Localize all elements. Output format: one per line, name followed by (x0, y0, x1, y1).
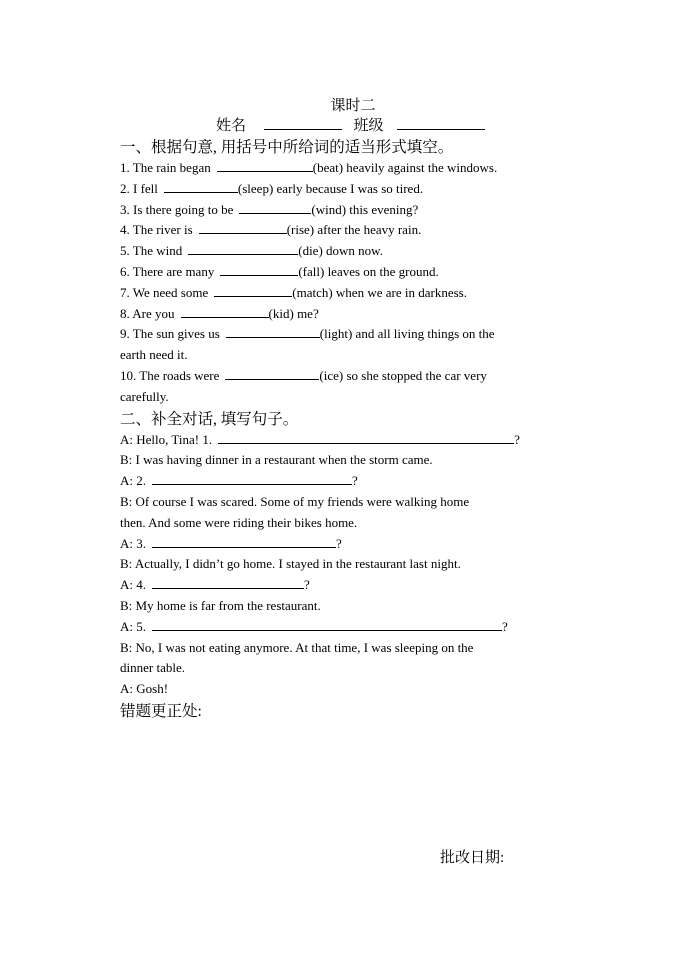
q7-hint: (match) (292, 284, 333, 300)
dialog-line-7-text: A: 4. (120, 577, 146, 593)
q2-blank[interactable] (164, 179, 238, 193)
q8-pre: 8. Are you (120, 305, 175, 321)
q9 (120, 324, 566, 345)
dialog-line-4: B: Of course I was scared. Some of my friends were walking home (120, 493, 470, 509)
q7 (120, 283, 566, 304)
q4 (120, 220, 566, 241)
q5-hint: (die) (298, 243, 323, 259)
q5-pre: 5. The wind (120, 243, 183, 259)
q10 (120, 366, 566, 387)
q1-hint: (beat) (312, 160, 344, 175)
dialog-line-3 (120, 471, 566, 492)
answer-4-blank[interactable] (152, 575, 304, 589)
q9-post: and all living things on the (355, 326, 495, 342)
dialog-line-2: B: I was having dinner in a restaurant when the storm came. (120, 452, 433, 468)
dialog-line-11: A: Gosh! (120, 681, 169, 697)
q10-post: so she stopped the car very (346, 367, 487, 383)
dialog-line-3-end: ? (352, 473, 358, 489)
q3 (120, 200, 566, 221)
q1 (120, 158, 566, 179)
q10-continued: carefully. (120, 388, 169, 404)
answer-5-blank[interactable] (152, 617, 502, 631)
q10-blank[interactable] (225, 366, 319, 380)
q8-post: me? (297, 305, 319, 321)
dialog-line-9-end: ? (502, 618, 508, 634)
q7-blank[interactable] (214, 283, 292, 297)
dialog-line-9-text: A: 5. (120, 618, 146, 634)
q5 (120, 241, 566, 262)
q2 (120, 179, 566, 200)
dialog-line-1-end: ? (514, 431, 520, 447)
dialog-line-7 (120, 575, 566, 596)
worksheet (120, 96, 566, 722)
dialog-line-7-end: ? (304, 577, 310, 593)
q4-hint: (rise) (286, 222, 315, 238)
dialog-line-10: B: No, I was not eating anymore. At that time, I was sleeping on the (120, 639, 474, 655)
q3-blank[interactable] (239, 200, 311, 214)
q6-pre: 6. There are many (120, 263, 215, 279)
dialog-line-5-end: ? (336, 535, 342, 551)
dialog-line-4-continued: then. And some were riding their bikes home. (120, 514, 358, 530)
q3-post: this evening? (349, 201, 419, 217)
q9-blank[interactable] (226, 324, 320, 338)
answer-3-blank[interactable] (152, 534, 336, 548)
q4-blank[interactable] (199, 220, 287, 234)
q8 (120, 304, 566, 325)
answer-2-blank[interactable] (152, 471, 352, 485)
name-label: 姓名 (216, 118, 247, 134)
q10-pre: 10. The roads were (120, 367, 220, 383)
name-blank[interactable] (264, 116, 342, 130)
q6 (120, 262, 566, 283)
q8-hint: (kid) (268, 305, 294, 321)
q7-post: when we are in darkness. (335, 284, 467, 300)
q3-pre: 3. Is there going to be (120, 201, 234, 217)
q10-hint: (ice) (319, 367, 344, 383)
dialog-line-1-text: A: Hello, Tina! 1. (120, 431, 213, 447)
answer-1-blank[interactable] (218, 430, 514, 444)
section1-heading: 一、根据句意, 用括号中所给词的适当形式填空。 (120, 139, 454, 156)
q8-blank[interactable] (181, 304, 269, 318)
dialog-line-9 (120, 617, 566, 638)
q1-blank[interactable] (217, 158, 313, 172)
name-class-line (120, 116, 566, 136)
page-title: 课时二 (330, 98, 376, 114)
q1-pre: 1. The rain began (120, 160, 211, 175)
q5-blank[interactable] (188, 241, 298, 255)
q9-pre: 9. The sun gives us (120, 326, 220, 342)
correction-label: 错题更正处: (120, 702, 202, 720)
q7-pre: 7. We need some (120, 284, 209, 300)
dialog-line-10-continued: dinner table. (120, 660, 185, 676)
class-label: 班级 (353, 118, 384, 134)
dialog-line-6: B: Actually, I didn’t go home. I stayed in the restaurant last night. (120, 556, 461, 572)
grading-date-label: 批改日期: (440, 850, 505, 866)
q2-post: early because I was so tired. (276, 180, 424, 196)
dialog-line-5 (120, 534, 566, 555)
q3-hint: (wind) (311, 201, 347, 217)
q2-pre: 2. I fell (120, 180, 158, 196)
q6-post: leaves on the ground. (327, 263, 439, 279)
q9-continued: earth need it. (120, 347, 188, 363)
q9-hint: (light) (319, 326, 353, 342)
dialog-line-3-text: A: 2. (120, 473, 146, 489)
dialog-line-5-text: A: 3. (120, 535, 146, 551)
q4-post: after the heavy rain. (317, 222, 422, 238)
dialog-line-1 (120, 430, 566, 451)
class-blank[interactable] (397, 116, 485, 130)
q2-hint: (sleep) (237, 180, 274, 196)
q6-blank[interactable] (220, 262, 298, 276)
dialog-line-8: B: My home is far from the restaurant. (120, 597, 321, 613)
q5-post: down now. (326, 243, 383, 259)
section2-heading: 二、补全对话, 填写句子。 (120, 410, 299, 428)
q6-hint: (fall) (298, 263, 325, 279)
q4-pre: 4. The river is (120, 222, 193, 238)
q1-post: heavily against the windows. (346, 160, 498, 175)
